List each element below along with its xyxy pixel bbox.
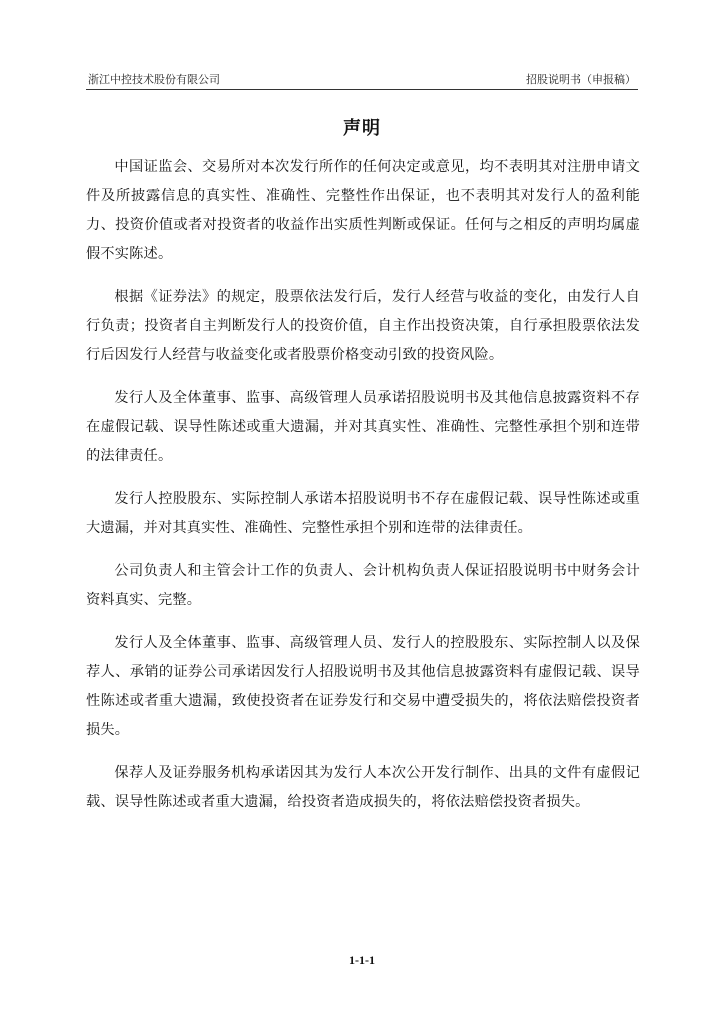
- paragraph-controlling-shareholder: 发行人控股股东、实际控制人承诺本招股说明书不存在虚假记载、误导性陈述或重大遗漏，并对其真实性、准确性、完整性承担个别和连带的法律责任。: [86, 491, 640, 536]
- paragraph-sponsor-commitment: 保荐人及证券服务机构承诺因其为发行人本次公开发行制作、出具的文件有虚假记载、误导性陈述或者重大遗漏，给投资者造成损失的，将依法赔偿投资者损失。: [86, 765, 640, 810]
- page-title: 声明: [343, 118, 381, 139]
- header-document-type: 招股说明书（申报稿）: [526, 73, 636, 86]
- page-header: [86, 70, 638, 88]
- header-divider: [86, 89, 638, 90]
- paragraph-compensation-commitment: 发行人及全体董事、监事、高级管理人员、发行人的控股股东、实际控制人以及保荐人、承销的证券公司承诺因发行人招股说明书及其他信息披露资料有虚假记载、误导性陈述或者重大遗漏，致使投资者在证券发行和交易中遭受损失的，将依法赔偿投资者损失。: [86, 635, 640, 738]
- paragraph-securities-law: 根据《证券法》的规定，股票依法发行后，发行人经营与收益的变化，由发行人自行负责；投资者自主判断发行人的投资价值，自主作出投资决策，自行承担股票依法发行后因发行人经营与收益变化或者股票价格变动引致的投资风险。: [86, 289, 640, 363]
- page-number: 1-1-1: [349, 953, 375, 967]
- statement-body: [86, 153, 640, 831]
- paragraph-board-commitment: 发行人及全体董事、监事、高级管理人员承诺招股说明书及其他信息披露资料不存在虚假记载、误导性陈述或重大遗漏，并对其真实性、准确性、完整性承担个别和连带的法律责任。: [86, 390, 640, 464]
- paragraph-accounting-responsibility: 公司负责人和主管会计工作的负责人、会计机构负责人保证招股说明书中财务会计资料真实、完整。: [86, 563, 640, 608]
- header-company-name: 浙江中控技术股份有限公司: [88, 73, 220, 86]
- paragraph-csrc-disclaimer: 中国证监会、交易所对本次发行所作的任何决定或意见，均不表明其对注册申请文件及所披露信息的真实性、准确性、完整性作出保证，也不表明其对发行人的盈利能力、投资价值或者对投资者的收益作出实质性判断或保证。任何与之相反的声明均属虚假不实陈述。: [86, 159, 640, 262]
